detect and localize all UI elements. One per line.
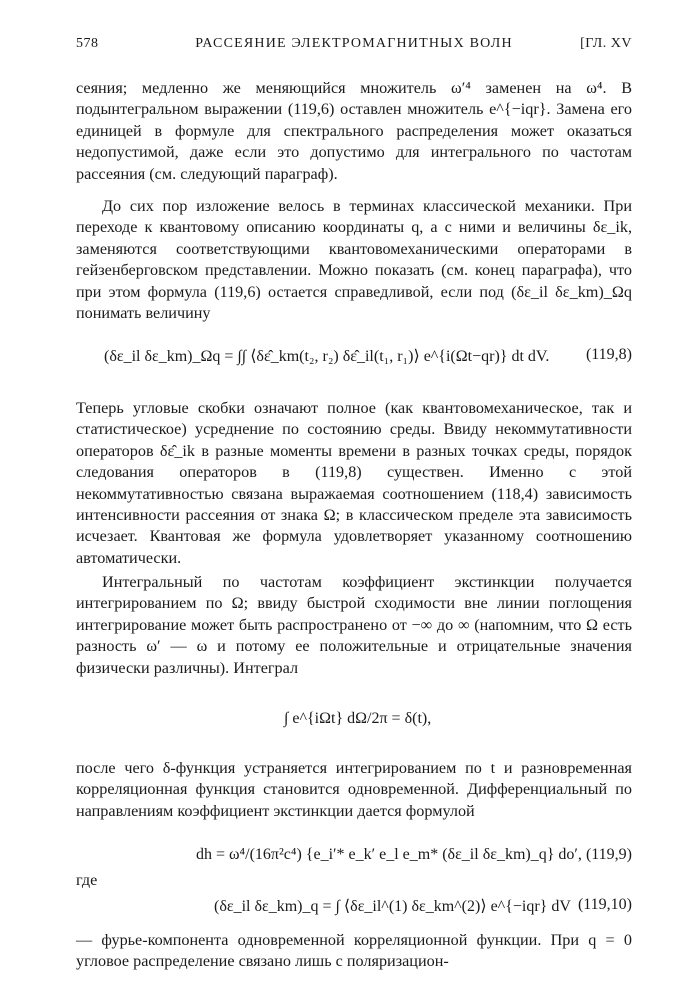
paragraph-5-text: после чего δ-функция устраняется интегрированием по t и разновременная корреляционная функция становится одновременной. Дифференциальный по направлениям коэффициент экстинкции дается формулой <box>76 759 632 820</box>
page-number: 578 <box>76 36 99 51</box>
equation-119-9-number: (119,9) <box>585 846 632 863</box>
paragraph-2-text: До сих пор изложение велось в терминах классической механики. При переходе к квантовому описанию координаты q, а с ними и величины δε_ik, заменяются соответствующими квантовомеханическими операторами в гейзенберговском представлении. Можно показать (см. конец параграфа), что при этом формула (119,6) остается справедливой, если под (δε_il δε_km)_Ωq понимать величину <box>76 197 632 323</box>
running-title: РАССЕЯНИЕ ЭЛЕКТРОМАГНИТНЫХ ВОЛН <box>195 36 513 51</box>
paragraph-4-text: Интегральный по частотам коэффициент экстинкции получается интегрированием по Ω; ввиду быстрой сходимости вне линии поглощения интегрирование может быть распространено от −∞ до ∞ (напомним, что Ω есть разность ω′ — ω и потому ее положительные и отрицательные значения физически различны). Интеграл <box>76 573 632 677</box>
paragraph-2 <box>76 196 632 324</box>
equation-119-10-formula: (δε_il δε_km)_q = ∫ ⟨δε_il^(1) δε_km^(2)⟩ e^{−iqr} dV <box>214 898 571 915</box>
equation-delta <box>76 700 632 744</box>
paragraph-4 <box>76 572 632 679</box>
chapter-label: [ГЛ. XV <box>580 36 632 51</box>
equation-119-9 <box>76 842 632 872</box>
where-label <box>76 870 632 891</box>
paragraph-5 <box>76 758 632 822</box>
equation-119-10 <box>76 896 632 922</box>
paragraph-1-text: сеяния; медленно же меняющийся множитель ω′⁴ заменен на ω⁴. В подынтегральном выражении (119,6) оставлен множитель e^{−iqr}. Замена его единицей в формуле для спектрального распределения может оказаться недопустимой, даже если это допустимо для интегрального по частотам рассеяния (см. следующий параграф). <box>76 79 632 183</box>
equation-119-8 <box>76 340 632 390</box>
paragraph-3-text: Теперь угловые скобки означают полное (как квантовомеханическое, так и статистическое) усреднение по состоянию среды. Ввиду некоммутативности операторов δε̂_ik в разные моменты времени в разных точках среды, порядок следования операторов в (119,8) существен. Именно с этой некоммутативностью связана выражаемая соотношением (118,4) зависимость интенсивности рассеяния от знака Ω; в классическом пределе эта зависимость исчезает. Квантовая же формула удовлетворяет указанному соотношению автоматически. <box>76 399 632 567</box>
equation-119-10-number: (119,10) <box>577 896 632 913</box>
where-label-text: где <box>76 871 98 889</box>
paragraph-3 <box>76 398 632 569</box>
paragraph-1 <box>76 78 632 185</box>
equation-119-8-number: (119,8) <box>585 346 632 363</box>
equation-119-9-formula: dh = ω⁴/(16π²c⁴) {e_i′* e_k′ e_l e_m* (δε_il δε_km)_q} do′, <box>196 846 582 863</box>
paragraph-6 <box>76 930 632 973</box>
paragraph-6-text: — фурье-компонента одновременной корреляционной функции. При q = 0 угловое распределение связано лишь с поляризацион- <box>76 931 632 971</box>
equation-119-8-formula: (δε_il δε_km)_Ωq = ∫∫ ⟨δε̂_km(t₂, r₂) δε̂_il(t₁, r₁)⟩ e^{i(Ωt−qr)} dt dV. <box>104 348 550 365</box>
equation-delta-formula: ∫ e^{iΩt} dΩ/2π = δ(t), <box>284 710 432 727</box>
running-header <box>76 36 632 58</box>
